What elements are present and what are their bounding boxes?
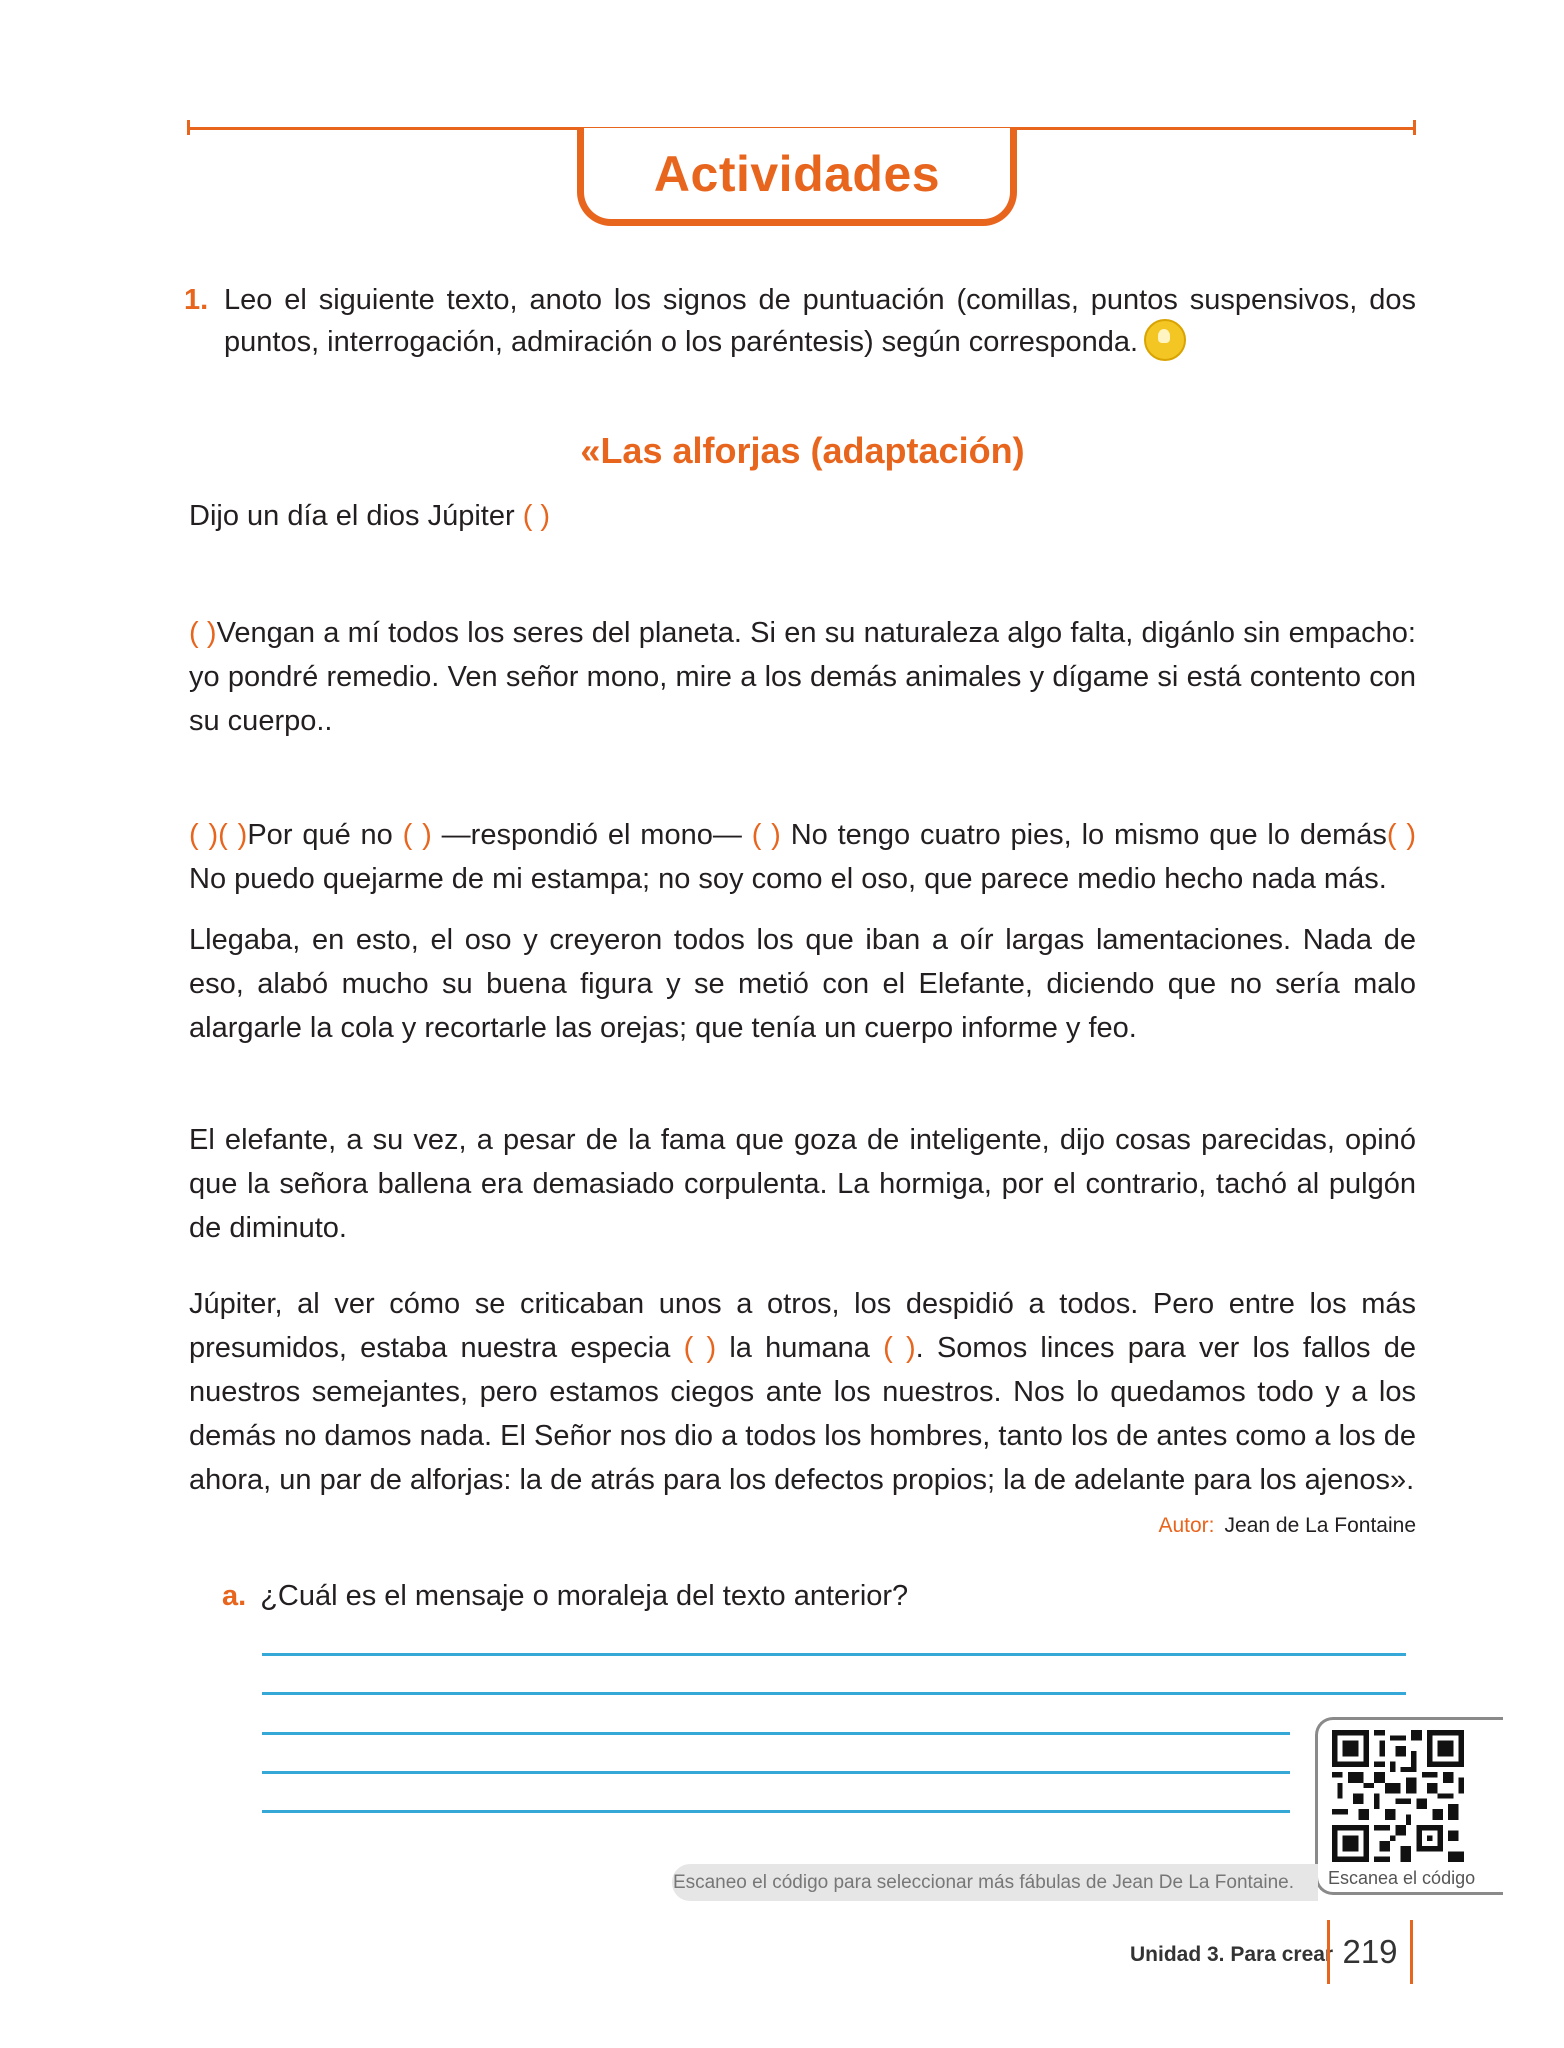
question-text: ¿Cuál es el mensaje o moraleja del texto anterior?: [260, 1580, 909, 1612]
answer-line[interactable]: [262, 1692, 1406, 1695]
answer-line[interactable]: [262, 1653, 1406, 1656]
qr-note: Escaneo el código para seleccionar más fábulas de Jean De La Fontaine.: [672, 1864, 1318, 1901]
punctuation-blank[interactable]: ( ): [883, 1332, 916, 1364]
lightbulb-icon: [1144, 319, 1186, 361]
author-credit: [1158, 1514, 1416, 1538]
punctuation-blank[interactable]: ( ): [683, 1332, 717, 1364]
punctuation-blank[interactable]: ( ): [189, 617, 217, 649]
activity-instruction: [184, 279, 1416, 364]
author-label: Autor:: [1158, 1514, 1215, 1537]
author-name: Jean de La Fontaine: [1224, 1514, 1416, 1537]
page-number: 219: [1327, 1920, 1413, 1984]
story-paragraph-6: Júpiter, al ver cómo se criticaban unos a otros, los despidió a todos. Pero entre los más presumidos, estaba nuestra especia ( ) la humana ( ). Somos linces para ver los fallos de nuestros semejantes, pero estamos ciegos ante los nuestros. Nos lo quedamos todo y a los demás no damos nada. El Señor nos dio a todos los hombres, tanto los de antes como a los de ahora, un par de alforjas: la de atrás para los defectos propios; la de adelante para los ajenos».: [189, 1288, 1416, 1496]
rule-tick-right: [1413, 120, 1416, 135]
punctuation-blank[interactable]: ( ): [1386, 819, 1417, 851]
punctuation-blank[interactable]: ( ): [218, 819, 248, 851]
answer-line[interactable]: [262, 1810, 1290, 1813]
page-title: Actividades: [653, 145, 941, 202]
punctuation-blank[interactable]: ( ): [402, 819, 432, 851]
qr-code-icon[interactable]: [1332, 1730, 1464, 1862]
question-letter: a.: [222, 1580, 247, 1612]
story-paragraph-4: Llegaba, en esto, el oso y creyeron todos los que iban a oír largas lamentaciones. Nada de eso, alabó mucho su buena figura y se metió con el Elefante, diciendo que no sería malo alargarle la cola y recortarle las orejas; que tenía un cuerpo informe y feo.: [189, 924, 1416, 1044]
activity-number: 1.: [184, 284, 209, 316]
unit-label: Unidad 3. Para crear: [1130, 1943, 1334, 1966]
story-paragraph-2: ( )Vengan a mí todos los seres del planeta. Si en su naturaleza algo falta, digánlo sin empacho: yo pondré remedio. Ven señor mono, mire a los demás animales y dígame si está contento con su cuerpo..: [189, 617, 1416, 737]
title-tab: [577, 128, 1017, 226]
question-a: [222, 1580, 908, 1613]
punctuation-blank[interactable]: ( ): [522, 500, 551, 532]
punctuation-blank[interactable]: ( ): [751, 819, 781, 851]
story-paragraph-1: Dijo un día el dios Júpiter ( ): [189, 500, 551, 532]
qr-card[interactable]: [1315, 1717, 1503, 1895]
rule-tick-left: [187, 120, 190, 135]
story-title: «Las alforjas (adaptación): [580, 430, 1025, 471]
answer-line[interactable]: [262, 1771, 1290, 1774]
story-paragraph-5: El elefante, a su vez, a pesar de la fama que goza de inteligente, dijo cosas parecidas, opinó que la señora ballena era demasiado corpulenta. La hormiga, por el contrario, tachó al pulgón de diminuto.: [189, 1124, 1416, 1244]
answer-line[interactable]: [262, 1732, 1290, 1735]
punctuation-blank[interactable]: ( ): [189, 819, 219, 851]
story-paragraph-3: ( )( )Por qué no ( ) —respondió el mono— ( ) No tengo cuatro pies, lo mismo que lo demás( ) No puedo quejarme de mi estampa; no soy como el oso, que parece medio hecho nada más.: [189, 819, 1417, 895]
instruction-text: Leo el siguiente texto, anoto los signos de puntuación (comillas, puntos suspensivos, dos puntos, interrogación, admiración o los paréntesis) según corresponda.: [224, 284, 1416, 358]
qr-caption: Escanea el código: [1328, 1868, 1476, 1888]
